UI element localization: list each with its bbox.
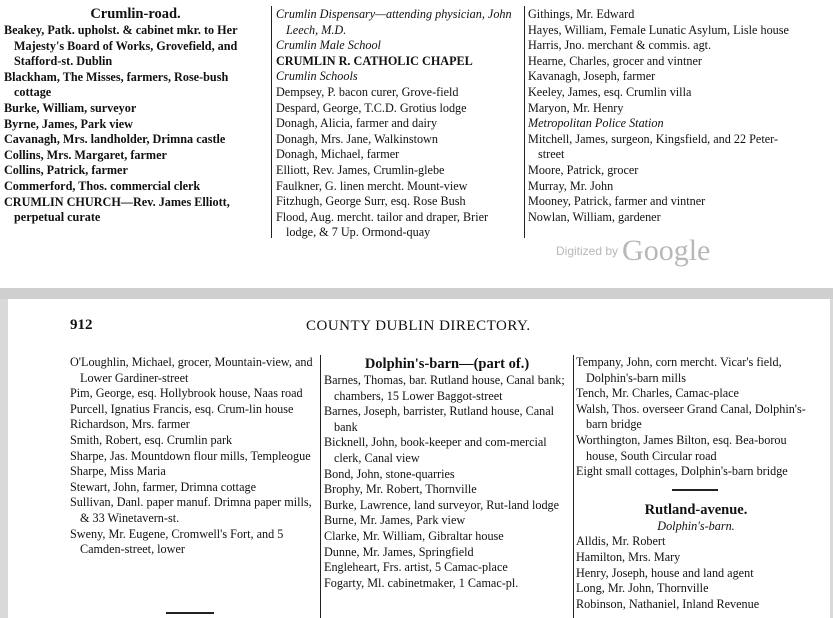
directory-entry: Mooney, Patrick, farmer and vintner bbox=[528, 194, 706, 209]
directory-entry: Donagh, Alicia, farmer and dairy bbox=[276, 116, 438, 131]
bottom-column-2 bbox=[324, 355, 570, 591]
directory-entry: Crumlin Male School bbox=[276, 38, 381, 53]
running-title: COUNTY DUBLIN DIRECTORY. bbox=[306, 318, 531, 334]
directory-entry: Despard, George, T.C.D. Grotius lodge bbox=[276, 100, 467, 115]
directory-entry: Collins, Mrs. Margaret, farmer bbox=[4, 147, 167, 162]
page-separator bbox=[0, 288, 833, 299]
directory-entry: Sweny, Mr. Eugene, Cromwell's Fort, and 5 Camden-street, lower bbox=[70, 526, 284, 557]
bottom-column-3 bbox=[576, 355, 816, 612]
directory-entry: Smith, Robert, esq. Crumlin park bbox=[70, 432, 233, 447]
directory-entry: Walsh, Thos. overseer Grand Canal, Dolphin's-barn bridge bbox=[576, 401, 806, 432]
column-rule bbox=[573, 355, 574, 618]
directory-entry: Murray, Mr. John bbox=[528, 178, 614, 193]
watermark-logo-text: Google bbox=[622, 234, 711, 267]
directory-entry: Worthington, James Bilton, esq. Bea-borou house, South Circular road bbox=[576, 432, 787, 463]
directory-entry: Hearne, Charles, grocer and vintner bbox=[528, 53, 702, 68]
directory-entry: Alldis, Mr. Robert bbox=[576, 534, 666, 549]
directory-entry: Sharpe, Miss Maria bbox=[70, 464, 166, 479]
directory-entry: Cavanagh, Mrs. landholder, Drimna castle bbox=[4, 132, 226, 147]
directory-entry: Richardson, Mrs. farmer bbox=[70, 417, 190, 432]
directory-entry: Crumlin Dispensary—attending physician, John Leech, M.D. bbox=[276, 7, 512, 37]
directory-entry: Metropolitan Police Station bbox=[528, 116, 664, 131]
page-number: 912 bbox=[70, 317, 93, 333]
directory-entry: Barnes, Thomas, bar. Rutland house, Canal bank; chambers, 15 Lower Baggot-street bbox=[324, 373, 565, 403]
end-rule bbox=[166, 612, 214, 614]
directory-entry: Purcell, Ignatius Francis, esq. Crum-lin house bbox=[70, 401, 294, 416]
directory-entry: Keeley, James, esq. Crumlin villa bbox=[528, 84, 692, 99]
directory-entry: Tench, Mr. Charles, Camac-place bbox=[576, 386, 739, 401]
directory-entry: Bicknell, John, book-keeper and com-mercial clerk, Canal view bbox=[324, 435, 547, 465]
directory-entry: Hayes, William, Female Lunatic Asylum, Lisle house bbox=[528, 22, 789, 37]
directory-entry: Hamilton, Mrs. Mary bbox=[576, 549, 681, 564]
column-rule bbox=[320, 355, 321, 618]
directory-entry: Collins, Patrick, farmer bbox=[4, 163, 128, 178]
directory-entry: Harris, Jno. merchant & commis. agt. bbox=[528, 38, 712, 53]
directory-entry: Blackham, The Misses, farmers, Rose-bush cottage bbox=[4, 69, 229, 100]
directory-entry: Eight small cottages, Dolphin's-barn bridge bbox=[576, 464, 788, 479]
directory-entry: CRUMLIN CHURCH—Rev. James Elliott, perpetual curate bbox=[4, 194, 230, 225]
section-heading: Rutland-avenue. bbox=[644, 501, 748, 518]
directory-entry: Tempany, John, corn mercht. Vicar's field, Dolphin's-barn mills bbox=[576, 355, 782, 385]
top-column-1 bbox=[4, 5, 267, 226]
top-page bbox=[0, 0, 833, 288]
digitized-watermark bbox=[556, 234, 710, 268]
directory-entry: Burke, William, surveyor bbox=[4, 100, 137, 115]
directory-entry: Byrne, James, Park view bbox=[4, 116, 133, 131]
directory-entry: Sharpe, Jas. Mountdown flour mills, Templeogue bbox=[70, 448, 311, 463]
section-heading: Dolphin's-barn—(part of.) bbox=[364, 356, 530, 372]
directory-entry: Sullivan, Danl. paper manuf. Drimna paper mills, & 33 Winetavern-st. bbox=[70, 495, 312, 525]
bottom-page bbox=[8, 299, 830, 618]
bottom-column-1 bbox=[70, 355, 316, 558]
directory-entry: Barnes, Joseph, barrister, Rutland house, Canal bank bbox=[324, 404, 555, 434]
directory-entry: Moore, Patrick, grocer bbox=[528, 162, 639, 177]
directory-entry: Githings, Mr. Edward bbox=[528, 7, 635, 21]
directory-entry: Long, Mr. John, Thornville bbox=[576, 581, 709, 596]
directory-entry: Elliott, Rev. James, Crumlin-glebe bbox=[276, 162, 445, 177]
directory-entry: Clarke, Mr. William, Gibraltar house bbox=[324, 528, 504, 543]
directory-entry: Fogarty, Ml. cabinetmaker, 1 Camac-pl. bbox=[324, 575, 519, 590]
section-subheading: Dolphin's-barn. bbox=[657, 518, 735, 533]
watermark-small-text: Digitized by bbox=[556, 244, 619, 258]
section-heading: Crumlin-road. bbox=[90, 6, 181, 22]
directory-entry: Brophy, Mr. Robert, Thornville bbox=[324, 482, 477, 497]
directory-entry: Donagh, Michael, farmer bbox=[276, 147, 400, 162]
column-rule bbox=[524, 6, 525, 238]
directory-entry: Burke, Lawrence, land surveyor, Rut-land lodge bbox=[324, 497, 560, 512]
directory-entry: Nowlan, William, gardener bbox=[528, 209, 661, 224]
directory-entry: Faulkner, G. linen mercht. Mount-view bbox=[276, 178, 468, 193]
directory-entry: Crumlin Schools bbox=[276, 69, 358, 84]
directory-entry: Henry, Joseph, house and land agent bbox=[576, 565, 754, 580]
directory-entry: Stewart, John, farmer, Drimna cottage bbox=[70, 479, 256, 494]
directory-entry: Beakey, Patk. upholst. & cabinet mkr. to Her Majesty's Board of Works, Grovefield, and Stafford-st. Dublin bbox=[4, 23, 238, 69]
directory-entry: Bond, John, stone-quarries bbox=[324, 466, 455, 481]
directory-entry: O'Loughlin, Michael, grocer, Mountain-view, and Lower Gardiner-street bbox=[70, 355, 313, 385]
directory-entry: Dempsey, P. bacon curer, Grove-field bbox=[276, 84, 459, 99]
directory-entry: Fitzhugh, George Surr, esq. Rose Bush bbox=[276, 194, 466, 209]
directory-entry: Burne, Mr. James, Park view bbox=[324, 513, 466, 528]
section-rule bbox=[672, 489, 718, 491]
directory-entry: CRUMLIN R. CATHOLIC CHAPEL bbox=[276, 53, 473, 68]
top-column-3 bbox=[528, 7, 800, 225]
top-column-2 bbox=[276, 7, 521, 241]
directory-entry: Engleheart, Frs. artist, 5 Camac-place bbox=[324, 560, 508, 575]
directory-entry: Commerford, Thos. commercial clerk bbox=[4, 178, 201, 193]
directory-entry: Donagh, Mrs. Jane, Walkinstown bbox=[276, 131, 438, 146]
page-edge bbox=[0, 299, 8, 618]
directory-entry: Robinson, Nathaniel, Inland Revenue bbox=[576, 596, 760, 611]
directory-entry: Flood, Aug. mercht. tailor and draper, Brier lodge, & 7 Up. Ormond-quay bbox=[276, 209, 489, 240]
directory-entry: Dunne, Mr. James, Springfield bbox=[324, 544, 474, 559]
directory-entry: Mitchell, James, surgeon, Kingsfield, and 22 Peter-street bbox=[528, 131, 779, 162]
directory-entry: Kavanagh, Joseph, farmer bbox=[528, 69, 656, 84]
directory-entry: Maryon, Mr. Henry bbox=[528, 100, 624, 115]
directory-entry: Pim, George, esq. Hollybrook house, Naas road bbox=[70, 386, 303, 401]
column-rule bbox=[271, 6, 272, 238]
